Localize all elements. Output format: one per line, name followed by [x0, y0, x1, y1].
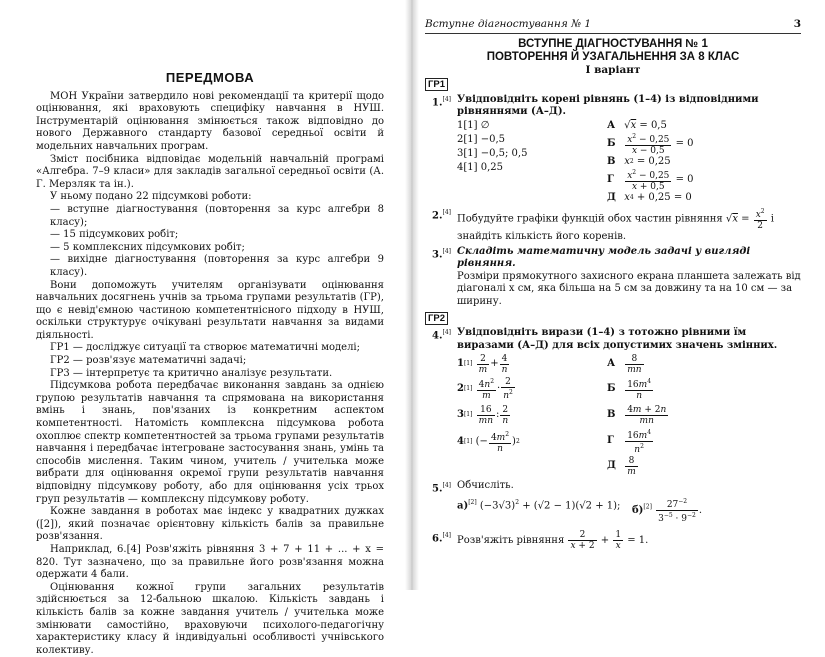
preface-list-item: — 5 комплексних підсумкових робіт; — [50, 241, 245, 253]
preface-list-item: — 15 підсумкових робіт; — [50, 229, 179, 241]
preface-paragraph-7: Наприклад, 6.[4] Розв'яжіть рівняння 3 + 7 + 11 + ... + x = 820. Тут зазначено, що за правильне його розв'язання можна одержати 4 бали. — [36, 543, 384, 581]
expression-1: 1 [1] $\frac{2}{m}$ + $\frac{4}{n}$ — [457, 353, 508, 375]
running-head-title: Вступне діагностування № 1 — [425, 18, 592, 30]
equation-b: Б $\frac{x^2 - 0,25}{x - 0,5}$ = 0 — [607, 132, 694, 156]
preface-heading: ПЕРЕДМОВА — [165, 70, 255, 85]
result-group-item: ГР3 — інтерпретує та критично аналізує результати. — [50, 367, 333, 379]
task-number: 3.[4] — [432, 247, 451, 260]
root-option: 4[1] 0,25 — [457, 161, 503, 173]
answer-g: Г $\frac{16m^4}{n^2}$ — [607, 428, 652, 455]
task-4-matching — [457, 352, 801, 478]
task-5-items — [457, 497, 801, 524]
preface-list-item: — вихідне діагностування (повторення за курс алгебри 9 класу). — [50, 254, 384, 278]
page-number: 3 — [793, 18, 801, 30]
task-number: 6.[4] — [432, 531, 451, 545]
group-badge-gr1: ГР1 — [425, 78, 448, 91]
task-3-heading: Складіть математичну модель задачі у вигляді рівняння. — [457, 245, 751, 270]
task-4-expressions — [457, 352, 607, 478]
root-option: 3[1] −0,5; 0,5 — [457, 147, 528, 159]
result-group-item: ГР2 — розв'язує математичні задачі; — [50, 355, 247, 367]
expression-2: 2 [1] $\frac{4n^2}{m}$ · $\frac{2}{n^2}$ — [457, 377, 513, 402]
answer-v: В $\frac{4m + 2n}{mn}$ — [607, 404, 667, 426]
task-4-text: Увідповідніть вирази (1–4) з тотожно рівними їм виразами (А–Д) для всіх допустимих значень змінних. — [457, 327, 778, 351]
task-number: 1.[4] — [432, 95, 451, 109]
task-5-b: б)[2] $\frac{27^{-2}}{3^{-5} \cdot 9^{-2}}$ . — [632, 497, 703, 524]
variant-label: І варіант — [585, 63, 641, 76]
preface-paragraph-2: Зміст посібника відповідає модельній навчальній програмі «Алгебра. 7–9 класи» для закладів загальної середньої освіти (А. Г. Мерзляк та ін.). — [36, 153, 384, 190]
task-4 — [425, 327, 801, 478]
task-1-text: Увідповідніть корені рівнянь (1–4) із відповідними рівняннями (А–Д). — [457, 93, 759, 118]
preface-paragraph-5: Підсумкова робота передбачає виконання завдань за однією групою результатів навчання та спрямована на використання вмінь і знань, пов'язаних із конкретним аспектом компетентності. Натомість комплексна підсумкова робота охоплює спектр компетентностей за трьома групами результатів навчання і передбачає інтегроване застосування знань, умінь та способів мислення. Таким чином, учитель / учителька може вибрати для оцінювання окремої групи результатів навчання відповідну підсумкову роботу, або для оцінювання усіх трьох груп результатів — комплексну підсумкову роботу. — [36, 380, 384, 505]
test-title: ВСТУПНЕ ДІАГНОСТУВАННЯ № 1 — [518, 37, 708, 50]
expression-3: 3 [1] $\frac{16}{mn}$ : $\frac{2}{n}$ — [457, 404, 509, 426]
root-option: 1[1] ∅ — [457, 119, 490, 131]
answer-d: Д $\frac{8}{m}$ — [607, 455, 636, 477]
equation-g: Г $\frac{x^2 - 0,25}{x + 0,5}$ = 0 — [607, 168, 694, 192]
equation-v: В x 2 = 0,25 — [607, 155, 671, 167]
task-2: 2.[4] Побудуйте графіки функцій обох частин рівняння √x = $\frac{x^2}{2}$ і знайдіть кількість його коренів. — [425, 207, 801, 244]
task-2-text: Побудуйте графіки функцій обох частин рівняння — [457, 213, 723, 225]
answer-a: А $\frac{8}{mn}$ — [607, 353, 642, 375]
preface-paragraph-4: Вони допоможуть учителям організувати оцінювання навчальних досягнень учнів за трьома групами результатів (ГР), що є невід'ємною частиною компетентнісного підходу в НУШ, оскільки структурує очікувані результати навчання за видами діяльності. — [36, 279, 384, 341]
equation-d: Д x 4 + 0,25 = 0 — [607, 191, 692, 203]
preface-list-item: — вступне діагностування (повторення за курс алгебри 8 класу); — [50, 203, 384, 228]
task-1-equations — [607, 119, 801, 205]
task-5 — [425, 480, 801, 524]
task-number: 4.[4] — [432, 329, 451, 342]
task-5-a: а)[2] $(-3√3)^2 + (√2 - 1)(√2 + 1)$; — [457, 498, 621, 512]
task-2-text-2: і знайдіть кількість його коренів. — [457, 213, 774, 242]
task-number: 2.[4] — [432, 208, 451, 222]
test-subtitle: ПОВТОРЕННЯ Й УЗАГАЛЬНЕННЯ ЗА 8 КЛАС — [486, 50, 740, 63]
left-page — [0, 0, 410, 656]
task-1 — [425, 94, 801, 205]
running-head — [425, 18, 801, 34]
task-6: 6.[4] Розв'яжіть рівняння $\frac{2}{x + 2}$ + $\frac{1}{x}$ = 1. — [425, 530, 801, 551]
task-1-matching — [457, 119, 801, 205]
expression-4: 4 [1] (− $\frac{4m^2}{n}$ ) 2 — [457, 431, 520, 455]
task-3-text: Розміри прямокутного захисного екрана планшета залежать від діагоналі x см, яка більша на 5 см за довжину та на 10 см — за ширину. — [457, 270, 801, 307]
equation-a: А √ x = 0,5 — [607, 119, 667, 131]
preface-paragraph-8: Оцінювання кожної групи загальних результатів здійснюється за 12-бальною шкалою. Кількість завдань і кількість балів за кожне завдання учитель / учителька може змінювати самостійно, враховуючи психолого-педагогічну характеристику класу й індивідуальні особливості учнівського колективу. — [36, 581, 384, 656]
preface-paragraph-1: МОН України затвердило нові рекомендації та критерії щодо оцінювання, які враховують специфіку навчання в НУШ. Інструментарій оцінювання змінюється також відповідно до нового Державного стандарту базової середньої освіти й модельних навчальних програм. — [36, 90, 384, 152]
preface-paragraph-3: У ньому подано 22 підсумкові роботи: — [50, 191, 252, 203]
task-4-answers — [607, 352, 801, 478]
task-1-roots — [457, 119, 607, 205]
right-page — [413, 0, 825, 590]
root-option: 2[1] −0,5 — [457, 133, 505, 145]
task-5-text: Обчисліть. — [457, 480, 514, 492]
group-badge-gr2: ГР2 — [425, 312, 448, 325]
preface-paragraph-6: Кожне завдання в роботах має індекс у квадратних дужках ([2]), який позначає орієнтовну кількість балів за правильне розв'язання. — [36, 506, 384, 543]
result-group-item: ГР1 — досліджує ситуації та створює математичні моделі; — [50, 342, 360, 354]
task-number: 5.[4] — [432, 482, 451, 495]
answer-b: Б $\frac{16m^4}{n}$ — [607, 378, 652, 402]
task-6-text: Розв'яжіть рівняння — [457, 534, 565, 546]
task-3 — [425, 246, 801, 309]
